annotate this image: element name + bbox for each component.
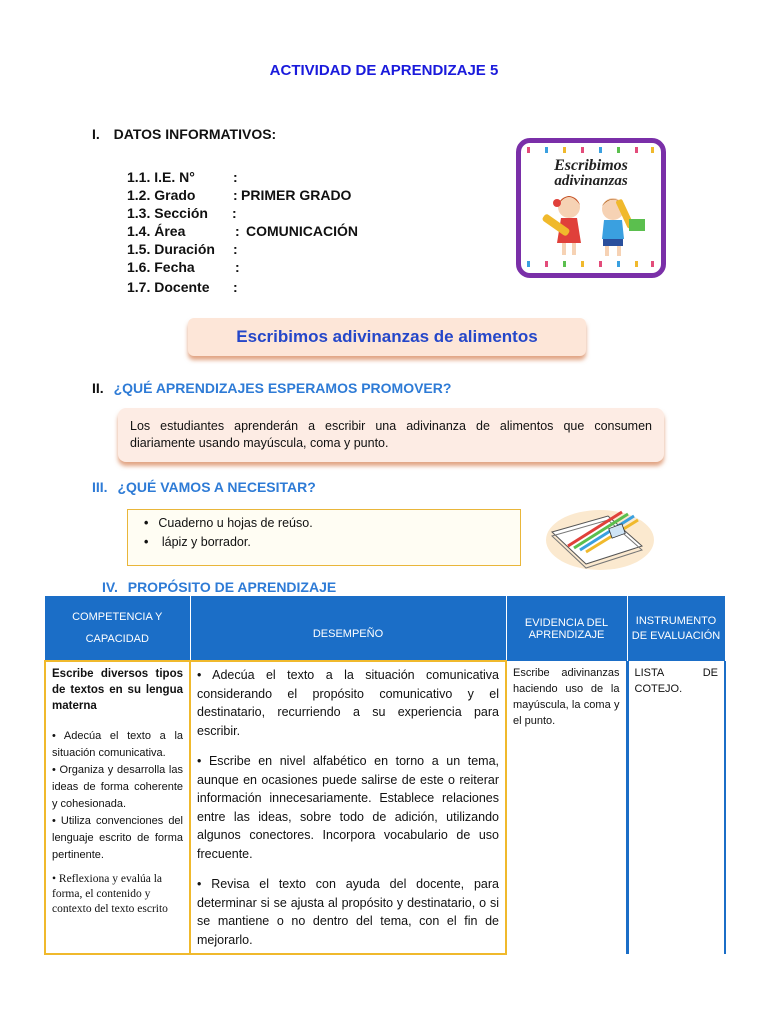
datos-row-grado	[127, 186, 352, 204]
header-evidencia: EVIDENCIA DEL APRENDIZAJE	[506, 596, 627, 661]
section-aprendizajes-heading	[92, 380, 451, 396]
evidencia-cell	[506, 661, 627, 954]
datos-row-fecha	[127, 258, 240, 276]
desempeno-cell	[190, 661, 506, 954]
section-title: ¿QUÉ APRENDIZAJES ESPERAMOS PROMOVER?	[113, 380, 452, 396]
kids-pencils-illustration	[521, 143, 661, 273]
illustration-caption-2: adivinanzas	[554, 173, 628, 189]
section-datos-heading	[92, 126, 276, 142]
page-title: ACTIVIDAD DE APRENDIZAJE 5	[269, 62, 499, 79]
datos-row-area	[127, 222, 358, 240]
competencia-text: Escribe diversos tipos de textos en su lengua materna	[52, 668, 183, 712]
materiales-box	[127, 509, 521, 566]
datos-colon: :	[235, 259, 240, 275]
datos-colon: :	[235, 223, 240, 239]
section-number: II.	[92, 380, 104, 396]
capacidad-item: • Adecúa el texto a la situación comunicativa.	[52, 730, 183, 759]
datos-label: 1.3. Sección	[127, 205, 208, 221]
section-title: PROPÓSITO DE APRENDIZAJE	[127, 579, 337, 595]
proposito-table	[44, 596, 726, 955]
datos-row-ie	[127, 168, 238, 186]
desempeno-item: • Adecúa el texto a la situación comunicativa considerando el propósito comunicativo y el destinatario, recurriendo a su experiencia para escribir.	[197, 668, 499, 738]
table-row	[45, 661, 725, 954]
header-competencia	[45, 596, 190, 661]
datos-colon: :	[233, 279, 238, 295]
datos-colon: :	[233, 187, 238, 203]
section-number: I.	[92, 126, 100, 142]
escribimos-adivinanzas-illustration	[516, 138, 666, 278]
notebook-pencils-illustration	[538, 496, 658, 576]
desempeno-item: • Revisa el texto con ayuda del docente, para determinar si se ajusta al propósito y destinatario, o si se mantiene o no dentro del tema, con el fin de mejorarlo.	[197, 877, 499, 947]
header-instrumento: INSTRUMENTO DE EVALUACIÓN	[627, 596, 725, 661]
section-number: III.	[92, 479, 108, 495]
desempeno-item: • Escribe en nivel alfabético en torno a un tema, aunque en ocasiones puede salirse de este o reiterar información innecesariamente. Establece relaciones entre las ideas, sobre todo de adición, utilizando algunos conectores. Incorpora vocabulario de uso frecuente.	[197, 754, 499, 861]
illustration-caption-1: Escribimos	[554, 157, 628, 174]
datos-label: 1.4. Área	[127, 223, 186, 239]
datos-label: 1.6. Fecha	[127, 259, 195, 275]
section-necesitar-heading	[92, 479, 316, 495]
instrumento-text: LISTA DE COTEJO.	[634, 667, 718, 695]
datos-value: PRIMER GRADO	[241, 187, 352, 203]
datos-value: COMUNICACIÓN	[246, 223, 358, 239]
header-desempeno: DESEMPEÑO	[190, 596, 506, 661]
header-line: COMPETENCIA Y	[72, 611, 163, 623]
material-label: lápiz y borrador.	[158, 535, 251, 549]
list-item	[144, 535, 251, 549]
instrumento-cell	[627, 661, 725, 954]
section-proposito-heading	[102, 579, 336, 595]
bullet-icon: •	[144, 535, 149, 549]
datos-label: 1.2. Grado	[127, 187, 196, 203]
bullet-icon: •	[144, 516, 149, 530]
material-label: Cuaderno u hojas de reúso.	[158, 516, 313, 530]
evidencia-text: Escribe adivinanzas haciendo uso de la mayúscula, la coma y el punto.	[513, 667, 620, 727]
datos-colon: :	[233, 241, 238, 257]
datos-colon: :	[233, 169, 238, 185]
section-number: IV.	[102, 579, 118, 595]
competencia-cell	[45, 661, 190, 954]
datos-label: 1.5. Duración	[127, 241, 215, 257]
datos-colon: :	[232, 205, 237, 221]
capacidad-item: • Organiza y desarrolla las ideas de forma coherente y cohesionada.	[52, 764, 183, 810]
aprendizajes-box: Los estudiantes aprenderán a escribir una adivinanza de alimentos que consumen diariamente usando mayúscula, coma y punto.	[118, 408, 664, 462]
section-title: DATOS INFORMATIVOS:	[113, 126, 277, 142]
header-line: CAPACIDAD	[85, 633, 149, 645]
datos-row-docente	[127, 278, 238, 296]
session-title: Escribimos adivinanzas de alimentos	[188, 318, 586, 356]
list-item	[144, 516, 313, 530]
capacidad-item: • Utiliza convenciones del lenguaje escrito de forma pertinente.	[52, 815, 183, 861]
datos-label: 1.1. I.E. N°	[127, 169, 195, 185]
notebook-icon	[538, 496, 658, 576]
datos-list	[127, 168, 358, 296]
section-title: ¿QUÉ VAMOS A NECESITAR?	[117, 479, 316, 495]
datos-label: 1.7. Docente	[127, 279, 210, 295]
table-header-row	[45, 596, 725, 661]
capacidad-item: • Reflexiona y evalúa la forma, el contenido y contexto del texto escrito	[52, 873, 168, 915]
datos-row-seccion	[127, 204, 237, 222]
datos-row-duracion	[127, 240, 238, 258]
